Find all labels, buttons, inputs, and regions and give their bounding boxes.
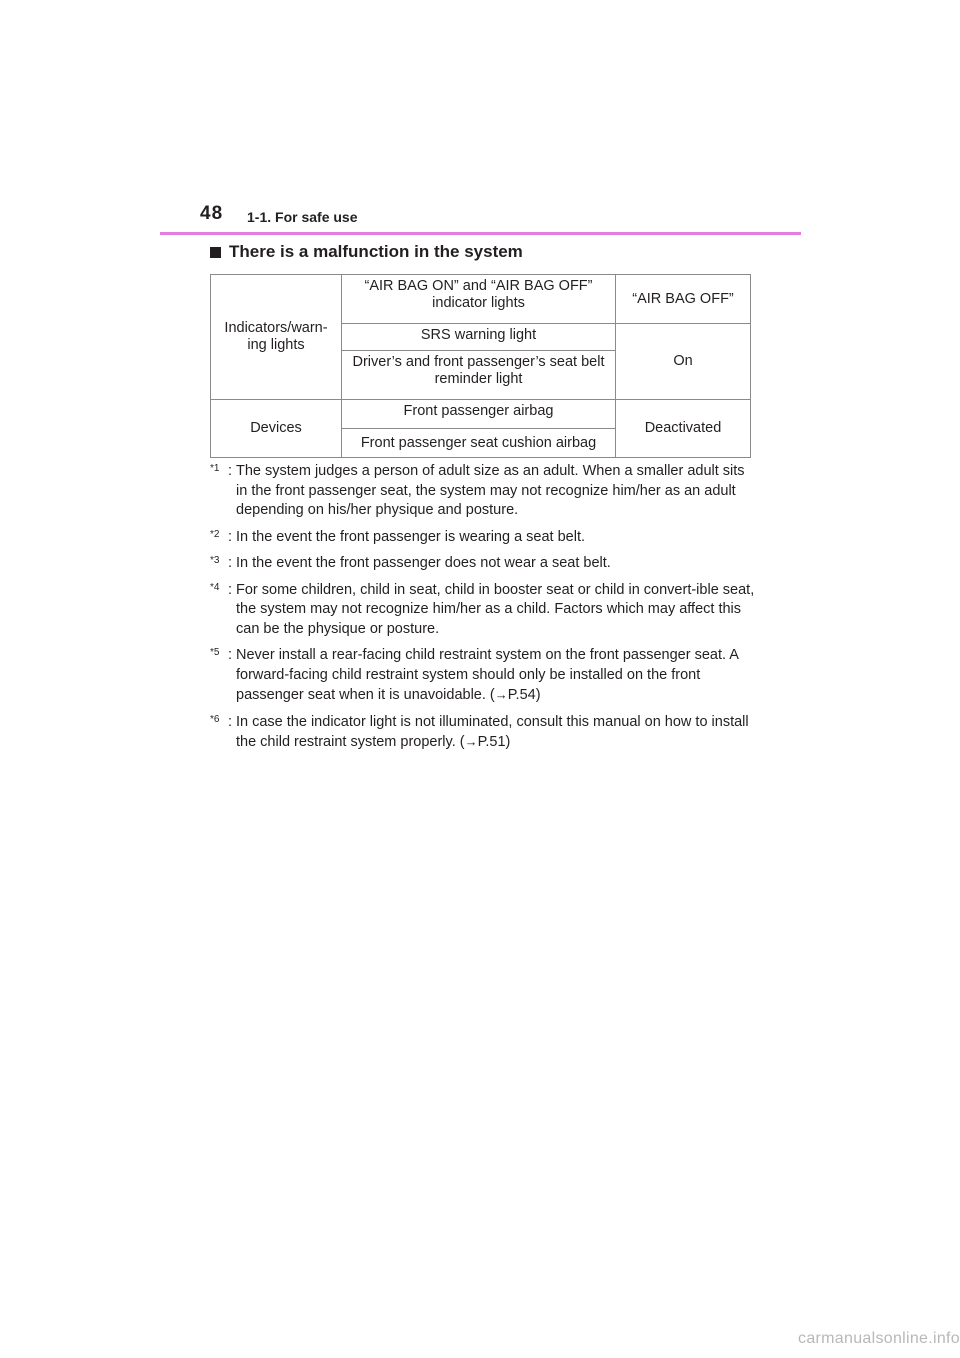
page-number: 48	[200, 203, 224, 224]
page-reference-link[interactable]: P.54)	[507, 687, 541, 703]
arrow-right-icon: →	[494, 687, 508, 702]
footnote: *3 : In the event the front passenger does not wear a seat belt.	[210, 554, 755, 574]
footnote-mark: *3	[210, 555, 220, 566]
arrow-right-icon: →	[464, 734, 478, 749]
footnote-text: In case the indicator light is not illuminated, consult this manual on how to install the child restraint system properly. (	[236, 713, 749, 750]
section-title: 1-1. For safe use	[247, 209, 358, 225]
footnote-text: For some children, child in seat, child in booster seat or child in convert-ible seat, the system may not recognize him/her as a child. Factors which may affect this can be the physique or posture.	[236, 581, 755, 637]
footnote-mark: *1	[210, 463, 220, 474]
footnote-mark: *4	[210, 581, 220, 593]
footnote: *4 : For some children, child in seat, child in booster seat or child in convert-ible seat, the system may not recognize him/her as a child. Factors which may affect this can be the physique or posture.	[210, 581, 755, 640]
seat-cushion-airbag-cell: Front passenger seat cushion airbag	[342, 429, 616, 458]
footnotes	[210, 462, 755, 760]
airbag-on-off-indicator-cell: “AIR BAG ON” and “AIR BAG OFF” indicator lights	[342, 275, 616, 324]
airbag-off-header-cell: “AIR BAG OFF”	[616, 275, 751, 324]
square-bullet-icon	[210, 247, 221, 258]
footnote-mark: *5	[210, 647, 220, 658]
footnote: *1 : The system judges a person of adult size as an adult. When a smaller adult sits in the front passenger seat, the system may not recognize him/her as an adult depending on his/her physique and posture.	[210, 462, 755, 521]
on-status-cell: On	[616, 324, 751, 400]
footnote-mark: *2	[210, 528, 220, 540]
footnote-text: In the event the front passenger is wearing a seat belt.	[236, 528, 586, 545]
srs-warning-light-cell: SRS warning light	[342, 324, 616, 351]
footnote-text: The system judges a person of adult size as an adult. When a smaller adult sits in the front passenger seat, the system may not recognize him/her as an adult depending on his/her physique and posture.	[236, 463, 745, 518]
watermark: carmanualsonline.info	[798, 1330, 960, 1347]
deactivated-status-cell: Deactivated	[616, 400, 751, 458]
page-reference-link[interactable]: P.51)	[477, 734, 511, 750]
seat-belt-reminder-cell: Driver’s and front passenger’s seat belt reminder light	[342, 351, 616, 400]
section-heading	[210, 242, 523, 262]
front-passenger-airbag-cell: Front passenger airbag	[342, 400, 616, 429]
header-divider	[160, 232, 801, 235]
footnote-text: In the event the front passenger does not wear a seat belt.	[236, 555, 611, 571]
devices-row-header: Devices	[211, 400, 342, 458]
heading-text: There is a malfunction in the system	[229, 242, 523, 261]
indicators-row-header: Indicators/warn-ing lights	[211, 275, 342, 400]
airbag-status-table	[210, 274, 751, 458]
footnote-text: Never install a rear-facing child restraint system on the front passenger seat. A forward-facing child restraint system should only be installed on the front passenger seat when it is unavoidable. (	[236, 647, 739, 703]
footnote: *6 : In case the indicator light is not illuminated, consult this manual on how to install the child restraint system properly. (→P.51)	[210, 713, 755, 753]
footnote: *5 : Never install a rear-facing child restraint system on the front passenger seat. A forward-facing child restraint system should only be installed on the front passenger seat when it is unavoidable. (→P.54)	[210, 646, 755, 706]
footnote: *2 : In the event the front passenger is wearing a seat belt.	[210, 528, 755, 548]
footnote-mark: *6	[210, 713, 220, 725]
